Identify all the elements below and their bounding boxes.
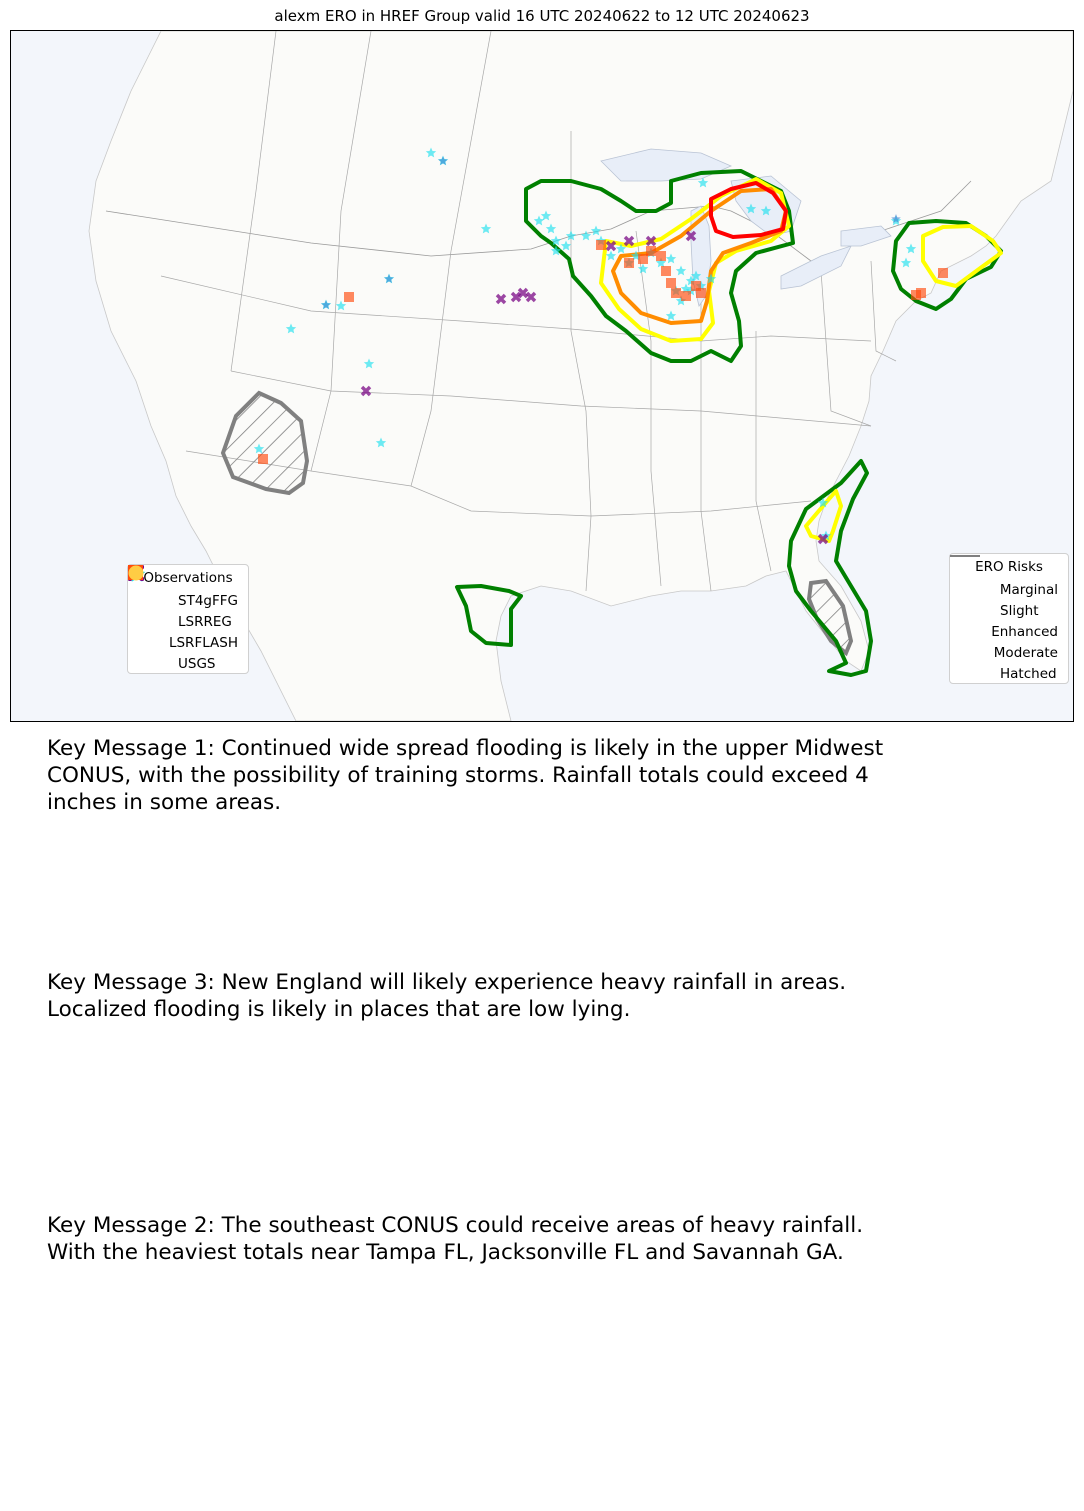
lsrflash-marker [646,246,656,256]
line-swatch-icon [960,644,988,662]
legend-label: ST4gFFG [178,592,238,609]
key-message-2: Key Message 2: The southeast CONUS could receive areas of heavy rainfall. With the heaviest totals near Tampa FL, Jacksonville FL and Savannah GA. [47,1213,864,1265]
legend-label: Moderate [993,644,1058,661]
lsrflash-marker [666,278,676,288]
line-swatch-icon [960,623,985,641]
legend-label: LSRREG [178,613,232,630]
legend-item-moderate [960,642,1058,663]
key-message-3: Key Message 3: New England will likely experience heavy rainfall in areas. Localized flooding is likely in places that are low lying. [47,970,847,1022]
lsrflash-marker [624,258,634,268]
lsrflash-marker [916,288,926,298]
legend-label: Marginal [999,581,1058,598]
legend-item-hatched [960,663,1058,684]
legend-item-st4gffg [138,590,238,611]
legend-item-usgs [138,653,238,674]
map-title: alexm ERO in HREF Group valid 16 UTC 20240622 to 12 UTC 20240623 [274,7,810,25]
lsrflash-marker [671,288,681,298]
legend-label: LSRFLASH [168,634,238,651]
legend-item-enhanced [960,621,1058,642]
line-swatch-icon [960,665,994,683]
map-panel [10,30,1074,722]
legend-item-lsrflash [138,632,238,653]
legend-item-marginal [960,579,1058,600]
observations-legend-title: Observations [143,570,233,586]
legend-label: Enhanced [991,623,1058,640]
lsrflash-marker [656,251,666,261]
legend-item-slight [960,600,1058,621]
line-swatch-icon [960,581,994,599]
lsrflash-marker [661,266,671,276]
legend-item-lsrreg [138,611,238,632]
observations-legend [127,564,249,674]
square-icon [138,634,163,652]
lsrflash-marker [681,291,691,301]
line-swatch-icon [960,602,994,620]
lsrflash-marker [938,268,948,278]
legend-label: Slight [1000,602,1039,619]
key-message-1: Key Message 1: Continued wide spread flooding is likely in the upper Midwest CONUS, with the possibility of training storms. Rainfall totals could exceed 4 inches in some areas. [47,736,884,815]
legend-label: Hatched [1000,665,1057,682]
lsrflash-marker [258,454,268,464]
lsrflash-marker [344,292,354,302]
circle-icon [138,655,172,673]
lsrflash-marker [696,288,706,298]
ero-risks-legend [949,553,1069,684]
star-icon [138,592,172,610]
lsrflash-marker [596,240,606,250]
ero-legend-title: ERO Risks [975,559,1043,575]
legend-label: USGS [178,655,216,672]
x-icon [138,613,172,631]
